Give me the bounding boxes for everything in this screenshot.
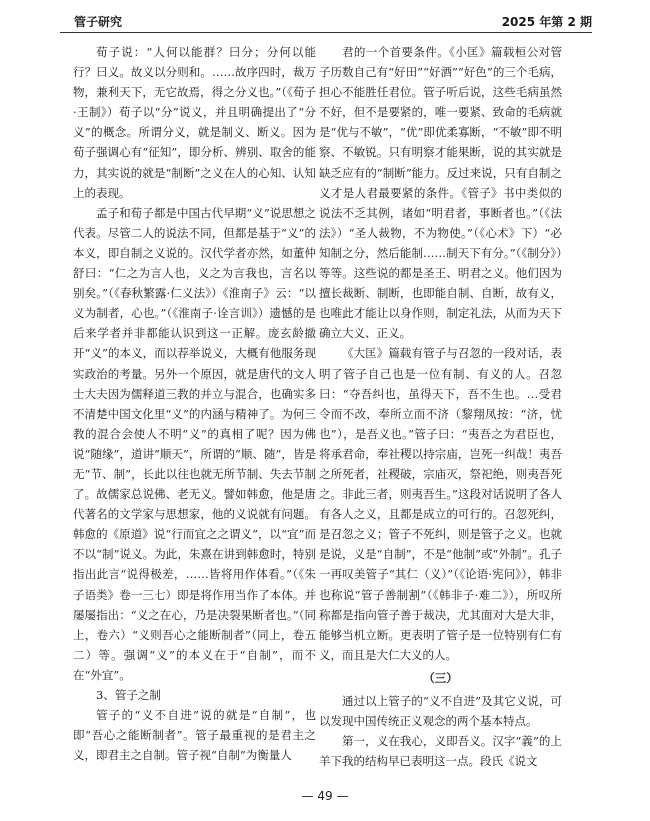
issue-label: 2025 年第 2 期 xyxy=(501,15,592,29)
paragraph: 孟子和荀子都是中国古代早期“义”说思想之代表。尽管二人的说法不同，但都是基于“义”的本义，即自制之义说的。汉代学者亦然，如董仲舒曰：“仁之为言人也，义之为言我也，言名以别矣。”（《春秋繁露·仁义法》）《淮南子》云：“以义为制者，心也。”（《淮南子·诠言训》）遗憾的是后来学者并非都能认识到这一正解。庞玄龄撤开“义”的本义，而以荐举说义，大概有他服务现实政治的考量。另外一个原因，就是唐代的文人士大夫因为儒释道三教的并立与混合，也确实多不清楚中国文化里“义”的内涵与精神了。为何三教的混合会使人不明“义”的真相了呢？因为佛说“随缘”，道讲“顺天”，所谓的“顺、随”，皆是无“节、制”，长此以往也就无所节制、失去节制了。故儒家总说佛、老无义。譬如韩愈，他是唐代著名的文学家与思想家，他的义说就有问题。韩愈的《原道》说“行而宜之之谓义”，以“宜”而不以“制”说义。为此，朱熹在讲到韩愈时，特别指出此言“说得极差，……皆将用作体看。”（《朱子语类》卷一三七）即是将作用当作了本体。并屡屡指出：“义之在心，乃是决裂果断者也。”（同上，卷六）“义则吾心之能断制者”（同上，卷五二）等。强调“义”的本义在于“自制”，而不在“外宜”。 xyxy=(73,205,316,682)
paragraph: 《大匡》篇载有管子与召忽的一段对话，表明了管子自己也是一位有制、有义的人。召忽曰：“夺吾纠也，虽得天下，吾不生也。…受君令而不改，奉所立而不济（黎翔凤按：“济，忧也”），是吾义也。”管子曰：“夷吾之为君臣也，将承君命，奉社稷以持宗庙，岂死一纠哉！夷吾之所死者，社稷破，宗庙灭，祭祀绝，则夷吾死之。非此三者，则夷吾生。”这段对话说明了各人有各人之义，且都是成立的可行的。召忽死纠，是召忽之义；管子不死纠，则是管子之义。也就是说，义是“自制”，不是“他制”或“外制”。孔子一再叹美管子“其仁（义）”（《论语·宪问》），韩非也称说“管子善制割”（《韩非子·难二》），所叹所称都是指向管子善于裁决，尤其面对大是大非，能够当机立断。更表明了管子是一位特别有仁有义，而且是大仁大义的人。 xyxy=(319,346,562,662)
page-number: — 49 — xyxy=(301,789,349,803)
running-header xyxy=(60,8,592,33)
right-column xyxy=(319,42,562,771)
left-column xyxy=(73,42,316,765)
section-title: （三） xyxy=(423,670,458,685)
paragraph: 管子的“义不自进”说的就是“自制”，也即“吾心之能断制者”。管子最重视的是君主之义，即君主之自制。管子视“自制”为衡量人 xyxy=(73,708,316,763)
paragraph: 通过以上管子的“义不自进”及其它义说，可以发现中国传统正义观念的两个基本特点。 xyxy=(319,694,562,729)
paragraph: 君的一个首要条件。《小匡》篇载桓公对管子历数自己有“好田”“好酒”“好色”的三个毛病，担心不能胜任君位。管子听后说，这些毛病虽然不好，但不是要紧的，唯一要紧、致命的毛病就是“优与不敏”，“优”即优柔寡断，“不敏”即不明察、不敏锐。只有明察才能果断，说的其实就是缺乏应有的“制断”能力。反过来说，只有自制之义才是人君最要紧的条件。《管子》书中类似的说法不乏其例，诸如“明君者，事断者也。”（《法法》）“圣人裁物，不为物使。”（《心术》下）“必知制之分，然后能制……制天下有分。”（《制分》）等等。这些说的都是圣王、明君之义。他们因为擅长裁断、制断，也即能自制、自断，故有义，也唯此才能让以身作则，制定礼法，从而为天下确立大义、正义。 xyxy=(319,45,562,341)
paragraph: 荀子说：“人何以能群？曰分；分何以能行？曰义。故义以分则和。……故序四时，裁万物，兼利天下，无它故焉，得之分义也。”（《荀子·王制》）荀子以“分”说义，并且明确提出了“分义”的概念。所谓分义，就是制义、断义。因为荀子强调心有“征知”，即分析、辨别、取舍的能力，其实说的就是“制断”之义在人的心知、认知上的表现。 xyxy=(73,45,316,200)
paragraph: 第一，义在我心，义即吾义。汉字“義”的上羊下我的结构早已表明这一点。段氏《说文 xyxy=(319,734,562,769)
journal-title: 管子研究 xyxy=(74,15,123,29)
section-heading: 3、管子之制 xyxy=(96,688,161,702)
